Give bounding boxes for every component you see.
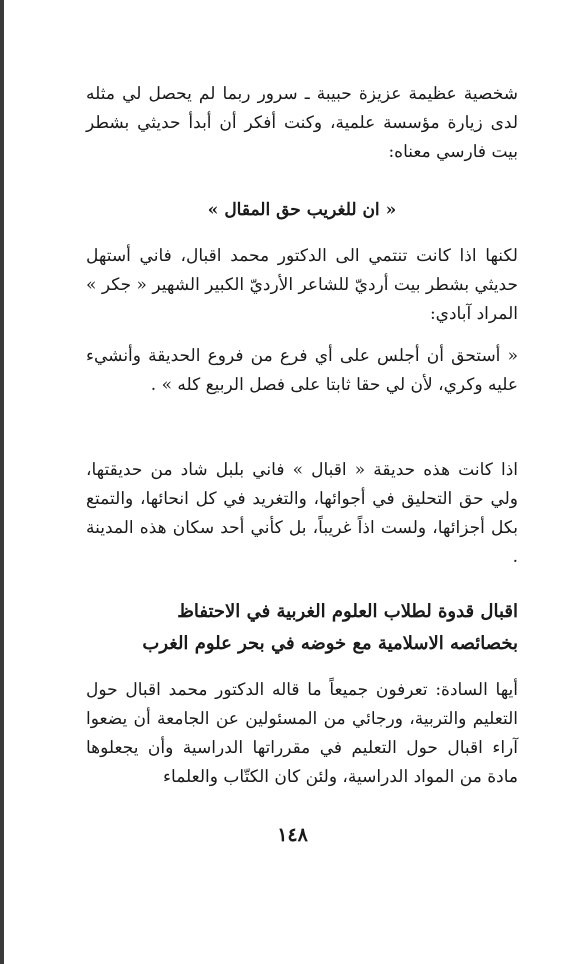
- paragraph-iqbal-reference: لكنها اذا كانت تنتمي الى الدكتور محمد اقبال، فاني أستهل حديثي بشطر بيت أرديّ للشاعر الأرديّ الكبير الشهير « جكر » المراد آبادي:: [86, 246, 518, 324]
- section-heading-line-2: بخصائصه الاسلامية مع خوضه في بحر علوم الغرب: [142, 633, 518, 654]
- paragraph-garden: اذا كانت هذه حديقة « اقبال » فاني بلبل شاد من حديقتها، ولي حق التحليق في أجوائها، والتغريد في كل انحائها، والتمتع بكل أجزائها، ولست اذاً غريباً، بل كأني أحد سكان هذه المدينة .: [86, 460, 518, 567]
- section-heading-line-1: اقبال قدوة لطلاب العلوم الغربية في الاحتفاظ: [177, 601, 518, 622]
- paragraph-intro: شخصية عظيمة عزيزة حبيبة ـ سرور ربما لم يحصل لي مثله لدى زيارة مؤسسة علمية، وكنت أفكر أن أبدأ حديثي بشطر بيت فارسي معناه:: [86, 84, 518, 162]
- paragraph-closing: أيها السادة: تعرفون جميعاً ما قاله الدكتور محمد اقبال حول التعليم والتربية، ورجائي من المسئولين عن الجامعة أن يضعوا آراء اقبال حول التعليم في مقرراتها الدراسية وأن يجعلوها مادة من المواد الدراسية، ولئن كان الكتّاب والعلماء: [86, 680, 518, 787]
- quoted-verse-urdu: « أستحق أن أجلس على أي فرع من فروع الحديقة وأنشيء عليه وكري، لأن لي حقا ثابتا على فصل الربيع كله » .: [86, 346, 518, 395]
- page-number: ١٤٨: [277, 824, 308, 846]
- scan-edge: [0, 0, 4, 964]
- quoted-verse-persian: « ان للغريب حق المقال »: [207, 200, 397, 220]
